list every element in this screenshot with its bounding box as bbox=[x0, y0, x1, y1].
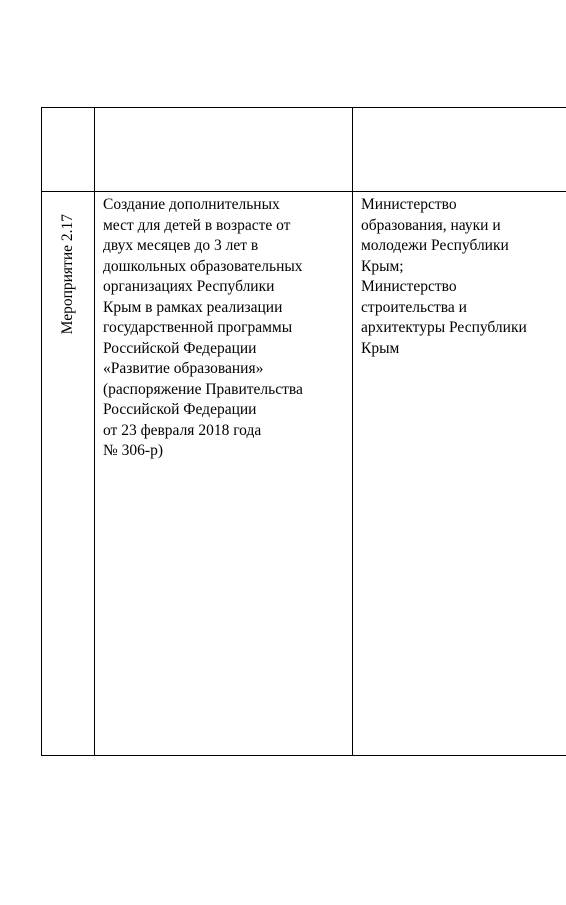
responsible-line: образования, науки и bbox=[361, 216, 501, 234]
responsible-line: строительства и bbox=[361, 298, 467, 316]
description-line: дошкольных образовательных bbox=[103, 257, 303, 275]
responsible-line: Министерство bbox=[361, 278, 457, 295]
table-row bbox=[42, 192, 566, 756]
description-line: Создание дополнительных bbox=[103, 196, 280, 213]
header-cell-3 bbox=[353, 108, 566, 192]
description-line: № 306-р) bbox=[103, 442, 163, 459]
description-line: государственной программы bbox=[103, 319, 293, 336]
header-cell-2 bbox=[95, 108, 353, 192]
description-line: Российской Федерации bbox=[103, 339, 257, 357]
responsible-executors bbox=[353, 192, 566, 359]
responsible-line: архитектуры Республики bbox=[361, 319, 527, 336]
measure-description-cell bbox=[95, 192, 353, 756]
description-line: мест для детей в возрасте от bbox=[103, 216, 291, 234]
measure-description bbox=[95, 192, 352, 462]
description-line: (распоряжение Правительства bbox=[103, 380, 303, 398]
header-cell-1 bbox=[42, 108, 95, 192]
responsible-line: Министерство bbox=[361, 196, 457, 213]
table-row bbox=[42, 108, 566, 192]
description-line: от 23 февраля 2018 года bbox=[103, 421, 262, 439]
measure-label-cell bbox=[42, 192, 95, 756]
description-line: Крым в рамках реализации bbox=[103, 298, 283, 316]
responsible-line: Крым; bbox=[361, 257, 404, 275]
description-line: организациях Республики bbox=[103, 278, 275, 295]
description-line: двух месяцев до 3 лет в bbox=[103, 237, 259, 254]
description-line: Российской Федерации bbox=[103, 401, 257, 418]
measure-label: Мероприятие 2.17 bbox=[59, 214, 76, 335]
description-line: «Развитие образования» bbox=[103, 360, 264, 377]
measures-table bbox=[41, 107, 566, 756]
responsible-line: молодежи Республики bbox=[361, 237, 509, 254]
responsible-line: Крым bbox=[361, 339, 400, 357]
responsible-cell bbox=[353, 192, 566, 756]
